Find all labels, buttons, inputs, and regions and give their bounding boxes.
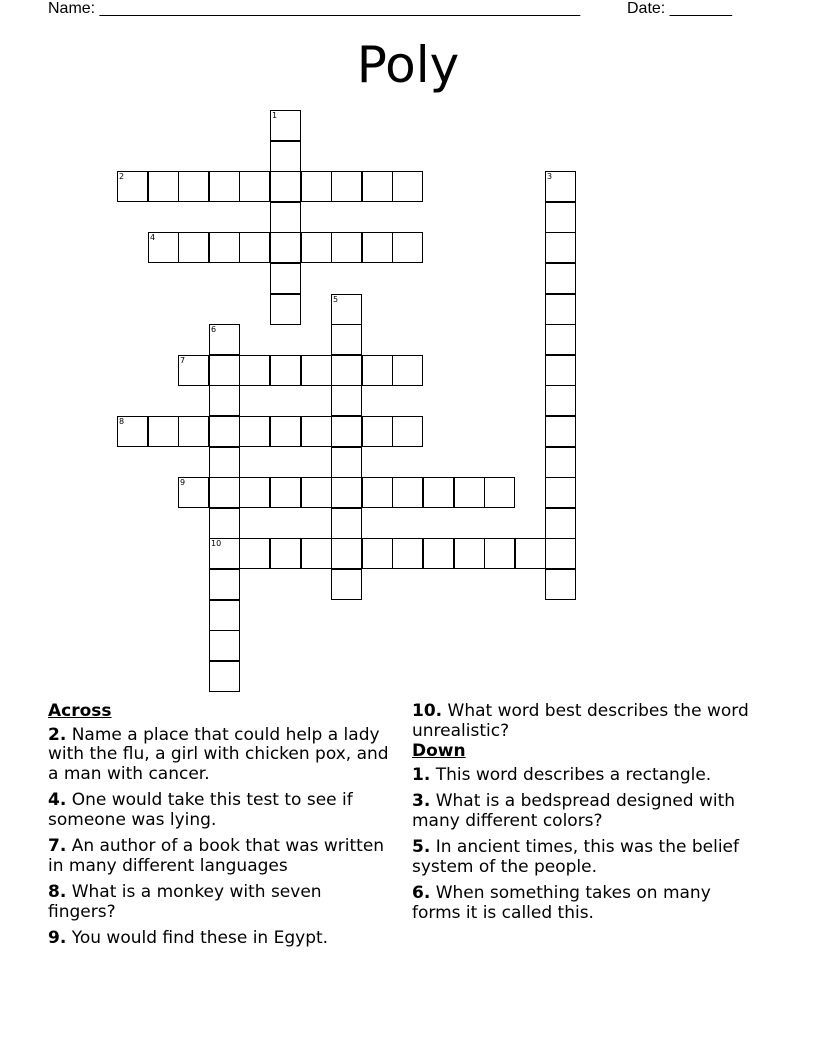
grid-cell[interactable] xyxy=(270,141,301,172)
grid-cell[interactable] xyxy=(178,355,209,386)
grid-cell[interactable] xyxy=(545,477,576,508)
clue-text: When something takes on many forms it is called this. xyxy=(412,883,711,923)
clue-number-label: 8 xyxy=(119,417,125,426)
grid-cell[interactable] xyxy=(362,477,393,508)
puzzle-title: Poly xyxy=(356,36,460,94)
grid-cell[interactable] xyxy=(209,538,240,569)
clue-text: In ancient times, this was the belief system of the people. xyxy=(412,837,739,877)
grid-cell[interactable] xyxy=(392,477,423,508)
clue-number-label: 5 xyxy=(333,295,339,304)
grid-cell[interactable] xyxy=(362,355,393,386)
clue-number-label: 10 xyxy=(211,539,222,548)
clues-column-right xyxy=(412,702,752,930)
grid-cell[interactable] xyxy=(331,324,362,355)
clue-text: Name a place that could help a lady with the flu, a girl with chicken pox, and a man with cancer. xyxy=(48,724,389,784)
grid-cell[interactable] xyxy=(545,538,576,569)
clue-number-label: 9 xyxy=(180,478,186,487)
grid-cell[interactable] xyxy=(178,232,209,263)
grid-cell[interactable] xyxy=(148,171,179,202)
grid-cell[interactable] xyxy=(362,416,393,447)
grid-cell[interactable] xyxy=(331,477,362,508)
clue-number: 7. xyxy=(48,836,67,856)
grid-cell[interactable] xyxy=(545,508,576,539)
grid-cell[interactable] xyxy=(239,538,270,569)
grid-cell[interactable] xyxy=(392,416,423,447)
clue-number-label: 1 xyxy=(272,111,278,120)
clue-number: 4. xyxy=(48,790,67,810)
grid-cell[interactable] xyxy=(209,569,240,600)
grid-cell[interactable] xyxy=(209,600,240,631)
down-clue xyxy=(412,884,752,923)
clue-number-label: 4 xyxy=(150,233,156,242)
grid-cell[interactable] xyxy=(362,538,393,569)
grid-cell[interactable] xyxy=(239,477,270,508)
grid-cell[interactable] xyxy=(545,294,576,325)
grid-cell[interactable] xyxy=(209,385,240,416)
grid-cell[interactable] xyxy=(209,508,240,539)
clue-number-label: 3 xyxy=(547,172,553,181)
clue-text: An author of a book that was written in many different languages xyxy=(48,836,385,876)
clue-number: 9. xyxy=(48,928,67,948)
clue-text: What is a bedspread designed with many different colors? xyxy=(412,791,736,831)
grid-cell[interactable] xyxy=(331,355,362,386)
grid-cell[interactable] xyxy=(178,171,209,202)
grid-cell[interactable] xyxy=(545,385,576,416)
grid-cell[interactable] xyxy=(545,355,576,386)
grid-cell[interactable] xyxy=(270,477,301,508)
grid-cell[interactable] xyxy=(209,661,240,692)
grid-cell[interactable] xyxy=(270,110,301,141)
grid-cell[interactable] xyxy=(331,171,362,202)
grid-cell[interactable] xyxy=(301,232,332,263)
clue-text: One would take this test to see if someone was lying. xyxy=(48,790,353,830)
grid-cell[interactable] xyxy=(209,447,240,478)
down-clue xyxy=(412,838,752,877)
grid-cell[interactable] xyxy=(545,202,576,233)
grid-cell[interactable] xyxy=(270,202,301,233)
grid-cell[interactable] xyxy=(454,538,485,569)
grid-cell[interactable] xyxy=(331,447,362,478)
grid-cell[interactable] xyxy=(270,171,301,202)
grid-cell[interactable] xyxy=(301,416,332,447)
clue-text: What word best describes the word unrealistic? xyxy=(412,701,749,741)
grid-cell[interactable] xyxy=(270,538,301,569)
grid-cell[interactable] xyxy=(239,355,270,386)
grid-cell[interactable] xyxy=(178,416,209,447)
grid-cell[interactable] xyxy=(270,232,301,263)
grid-cell[interactable] xyxy=(545,324,576,355)
grid-cell[interactable] xyxy=(545,416,576,447)
grid-cell[interactable] xyxy=(484,477,515,508)
grid-cell[interactable] xyxy=(331,508,362,539)
grid-cell[interactable] xyxy=(545,263,576,294)
grid-cell[interactable] xyxy=(148,416,179,447)
grid-cell[interactable] xyxy=(331,232,362,263)
grid-cell[interactable] xyxy=(239,416,270,447)
grid-cell[interactable] xyxy=(362,232,393,263)
across-clue xyxy=(48,726,393,785)
clue-number: 1. xyxy=(412,764,431,785)
clue-number: 3. xyxy=(412,791,431,811)
grid-cell[interactable] xyxy=(392,232,423,263)
grid-cell[interactable] xyxy=(362,171,393,202)
grid-cell[interactable] xyxy=(545,171,576,202)
grid-cell[interactable] xyxy=(270,294,301,325)
grid-cell[interactable] xyxy=(209,232,240,263)
grid-cell[interactable] xyxy=(423,538,454,569)
clue-text: What is a monkey with seven fingers? xyxy=(48,882,322,922)
grid-cell[interactable] xyxy=(239,232,270,263)
grid-cell[interactable] xyxy=(331,294,362,325)
grid-cell[interactable] xyxy=(148,232,179,263)
grid-cell[interactable] xyxy=(545,447,576,478)
grid-cell[interactable] xyxy=(270,355,301,386)
clues-column-left xyxy=(48,702,393,956)
grid-cell[interactable] xyxy=(209,477,240,508)
grid-cell[interactable] xyxy=(331,538,362,569)
down-heading: Down xyxy=(412,741,466,761)
clue-number: 5. xyxy=(412,837,431,857)
across-clue xyxy=(48,929,393,949)
grid-cell[interactable] xyxy=(392,355,423,386)
grid-cell[interactable] xyxy=(209,355,240,386)
grid-cell[interactable] xyxy=(301,171,332,202)
grid-cell[interactable] xyxy=(484,538,515,569)
clue-number: 8. xyxy=(48,882,67,902)
clue-number-label: 2 xyxy=(119,172,125,181)
grid-cell[interactable] xyxy=(301,538,332,569)
name-field-label: Name: ______________________________________________________ xyxy=(48,0,581,17)
grid-cell[interactable] xyxy=(270,263,301,294)
across-clue xyxy=(48,837,393,876)
grid-cell[interactable] xyxy=(331,569,362,600)
date-field-label: Date: _______ xyxy=(627,0,732,17)
grid-cell[interactable] xyxy=(239,171,270,202)
clue-number-label: 7 xyxy=(180,356,186,365)
clue-number: 2. xyxy=(48,724,67,745)
across-clue xyxy=(412,702,752,741)
grid-cell[interactable] xyxy=(270,416,301,447)
grid-cell[interactable] xyxy=(454,477,485,508)
grid-cell[interactable] xyxy=(209,171,240,202)
grid-cell[interactable] xyxy=(117,171,148,202)
clue-number: 6. xyxy=(412,883,431,903)
grid-cell[interactable] xyxy=(209,630,240,661)
down-clue xyxy=(412,792,752,831)
grid-cell[interactable] xyxy=(392,538,423,569)
grid-cell[interactable] xyxy=(117,416,148,447)
grid-cell[interactable] xyxy=(178,477,209,508)
grid-cell[interactable] xyxy=(392,171,423,202)
grid-cell[interactable] xyxy=(331,416,362,447)
grid-cell[interactable] xyxy=(209,324,240,355)
grid-cell[interactable] xyxy=(301,355,332,386)
grid-cell[interactable] xyxy=(545,232,576,263)
grid-cell[interactable] xyxy=(331,385,362,416)
grid-cell[interactable] xyxy=(545,569,576,600)
clue-text: This word describes a rectangle. xyxy=(435,764,712,785)
across-heading: Across xyxy=(48,701,112,721)
grid-cell[interactable] xyxy=(301,477,332,508)
across-clue xyxy=(48,883,393,922)
across-clue xyxy=(48,791,393,830)
clue-number-label: 6 xyxy=(211,325,217,334)
grid-cell[interactable] xyxy=(209,416,240,447)
grid-cell[interactable] xyxy=(423,477,454,508)
clue-text: You would find these in Egypt. xyxy=(71,928,329,948)
down-clue xyxy=(412,766,752,786)
clue-number: 10. xyxy=(412,701,443,721)
grid-cell[interactable] xyxy=(515,538,546,569)
